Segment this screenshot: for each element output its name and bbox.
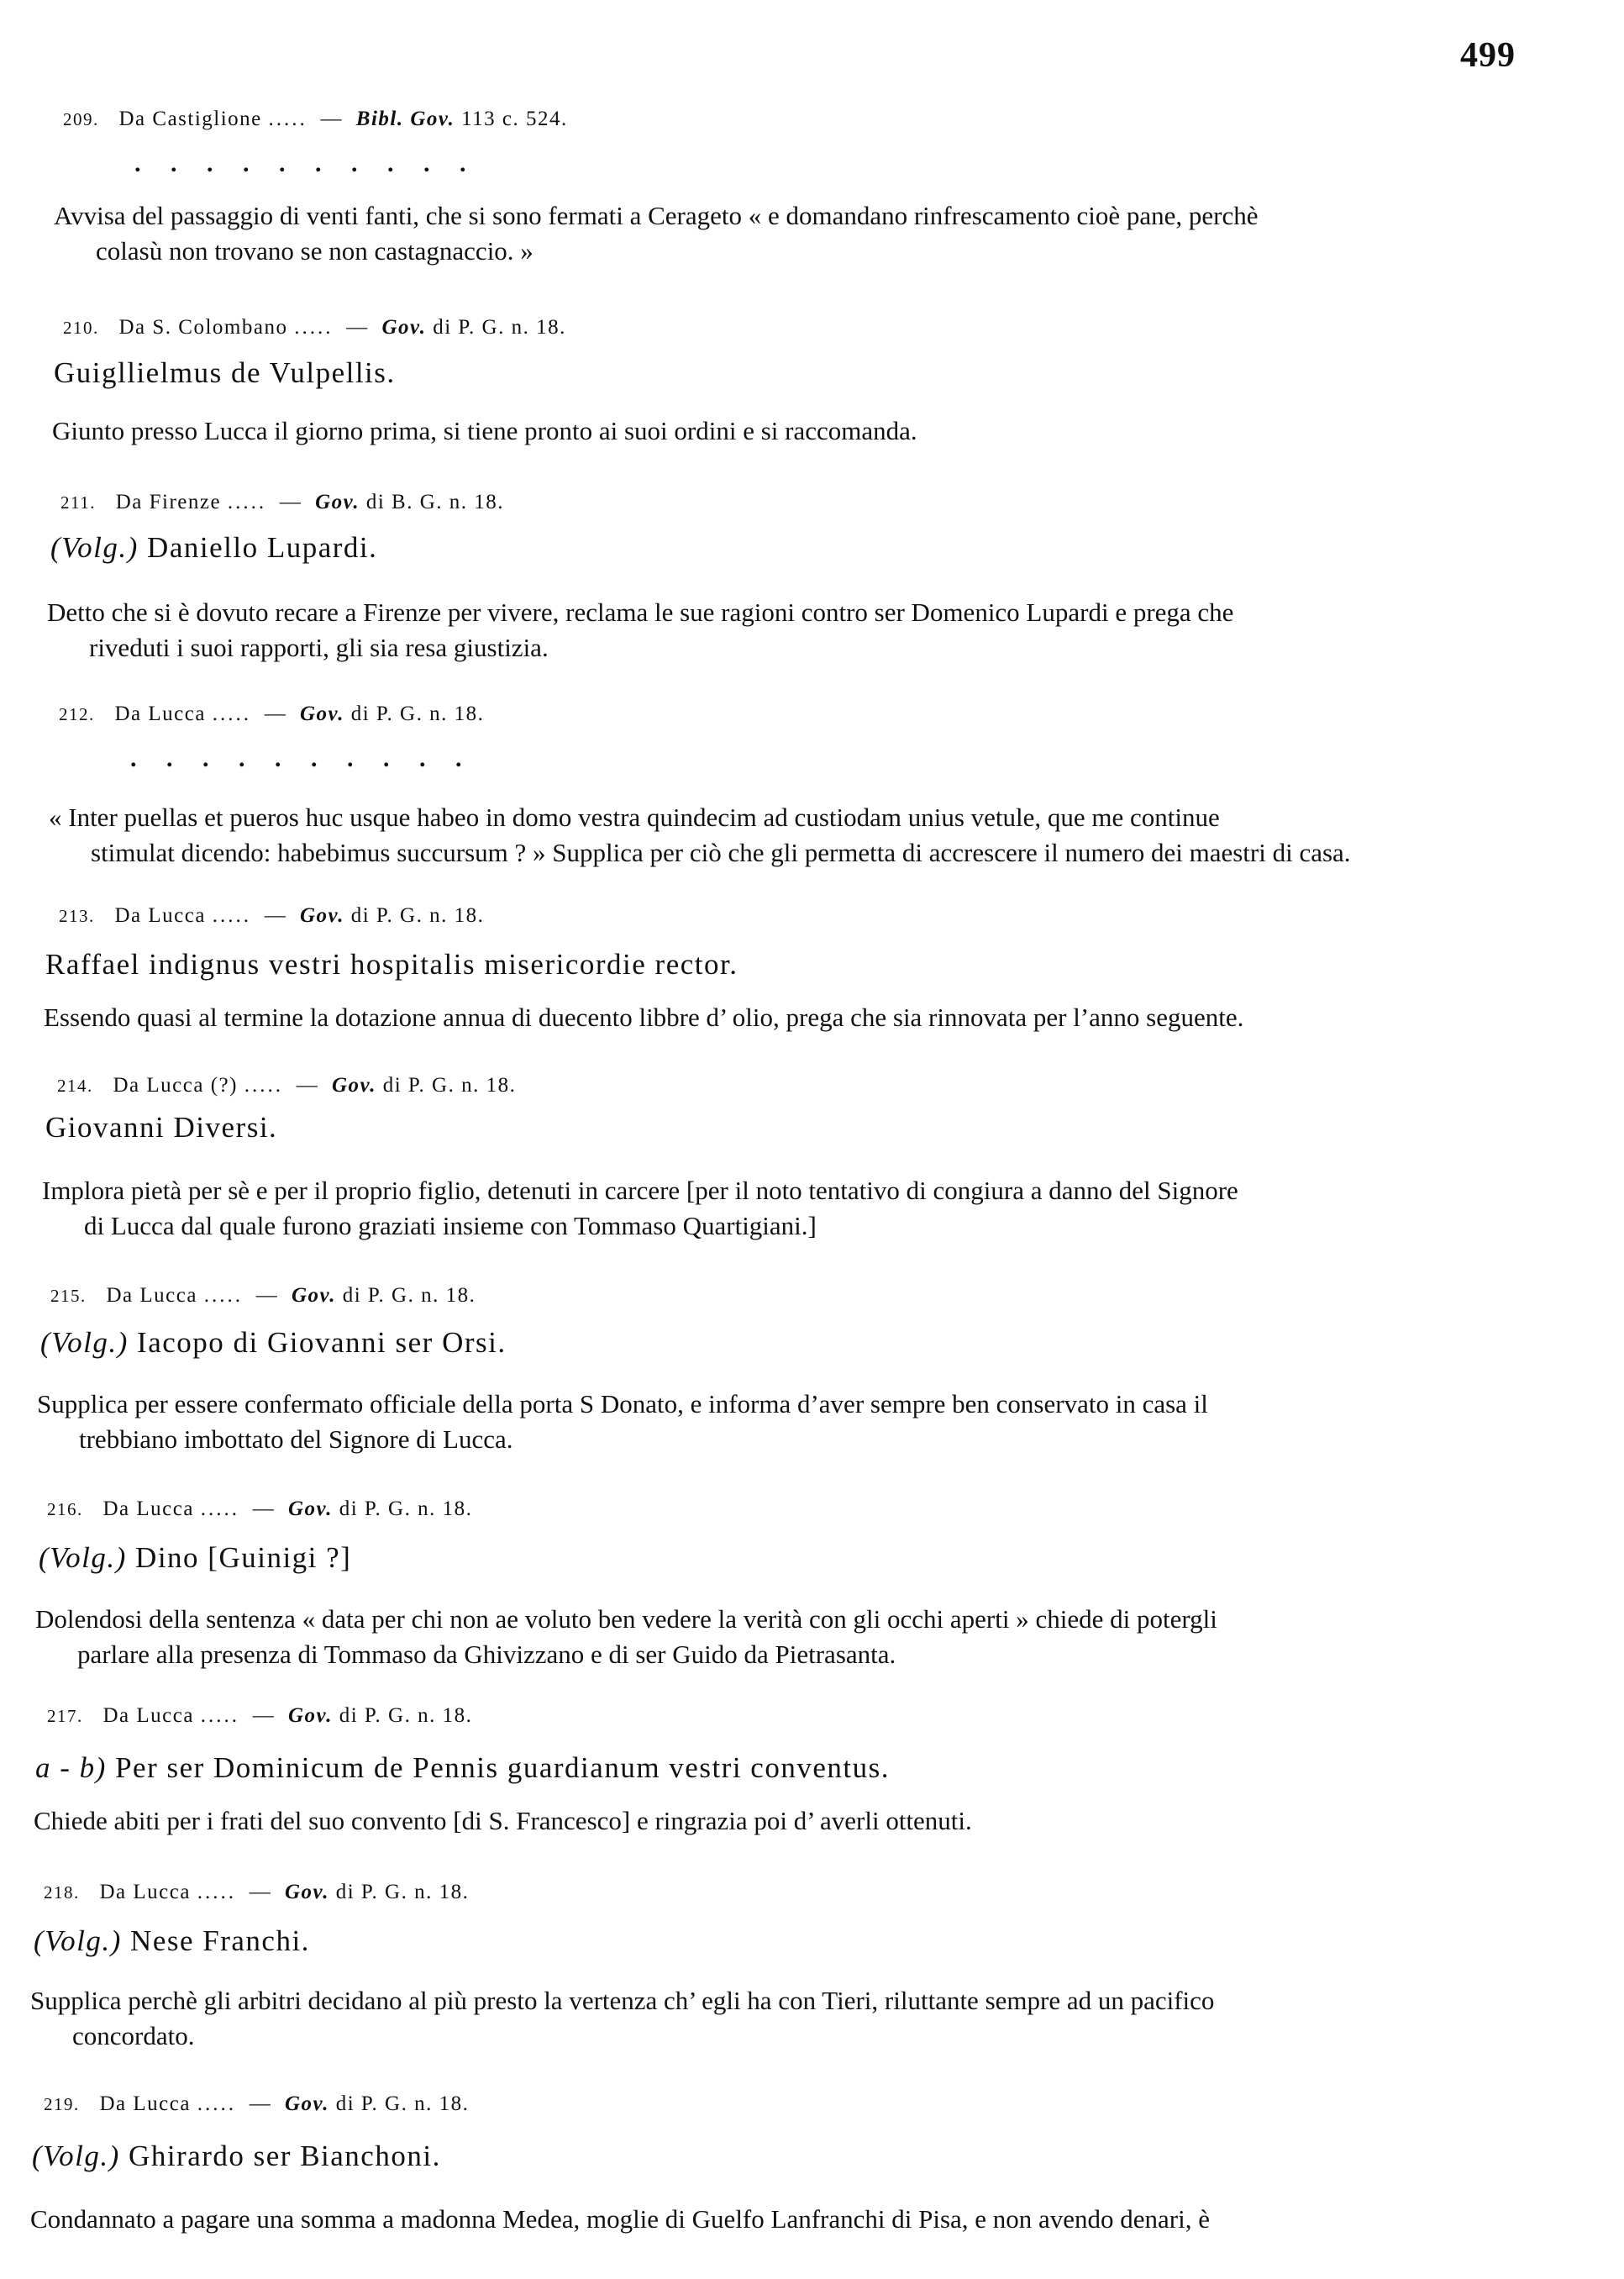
entry-place: Da Lucca [102,1704,194,1727]
entry-heading [34,1924,310,1958]
heading-tag: (Volg.) [34,1924,122,1957]
summary-line-2: di Lucca dal quale furono graziati insieme con Tommaso Quartigiani.] [84,1211,817,1240]
entry-number: 216. [47,1499,83,1519]
heading-text: Raffael indignus vestri hospitalis misericordie rector. [45,948,738,981]
heading-text: Guigllielmus de Vulpellis. [54,356,396,389]
entry-number: 213. [59,906,95,926]
entry-dots: ..... [197,1881,236,1903]
entry-source: Bibl. Gov. [355,108,455,130]
entry-place: Da Firenze [115,491,222,513]
summary-line-2: concordato. [72,2021,195,2050]
entry-dots: ..... [203,1284,243,1307]
omission-dots: . . . . . . . . . . [130,745,474,772]
entry-source: Gov. [315,491,360,513]
entry-number: 218. [44,1882,80,1903]
entry-source: Gov. [381,316,427,339]
entry-source: Gov. [287,1497,333,1520]
entry-place: Da Lucca (?) [113,1074,238,1097]
entry-dots: ..... [200,1704,239,1727]
heading-text: Nese Franchi. [130,1924,310,1957]
entry-source: Gov. [284,2092,329,2115]
entry-number: 215. [50,1286,87,1306]
entry-source-detail: di P. G. n. 18. [339,1704,473,1727]
entry-number: 214. [57,1076,93,1096]
heading-tag: (Volg.) [40,1326,129,1359]
entry-heading [45,1111,277,1145]
entry-reference: 212. Da Lucca ..... — Gov. di P. G. n. 18. [59,703,485,725]
entry-number: 217. [47,1706,83,1726]
summary-line-2: colasù non trovano se non castagnaccio. » [96,236,533,266]
heading-tag: (Volg.) [32,2140,120,2172]
entry-reference: 210. Da S. Colombano ..... — Gov. di P. G. n. 18. [63,316,566,339]
entry-source-detail: di P. G. n. 18. [335,2092,470,2115]
entry-heading [32,2140,441,2173]
heading-tag: (Volg.) [39,1541,127,1574]
entry-number: 211. [60,492,96,513]
entry-reference: 214. Da Lucca (?) ..... — Gov. di P. G. n. 18. [57,1074,517,1097]
entry-source: Gov. [284,1881,329,1903]
entry-summary [30,2202,1576,2237]
entry-number: 209. [63,109,99,129]
entry-heading [50,531,377,565]
summary-line-1: Supplica perchè gli arbitri decidano al più presto la vertenza ch’ egli ha con Tieri, riluttante sempre ad un pacifico [30,1986,1215,2015]
entry-summary [35,1602,1581,1672]
entry-dots: ..... [212,904,251,927]
summary-line-1: Avvisa del passaggio di venti fanti, che si sono fermati a Cerageto « e domandano rinfrescamento cioè pane, perchè [54,201,1259,230]
entry-summary [49,800,1595,871]
entry-place: Da Lucca [102,1497,194,1520]
entry-dots: ..... [244,1074,283,1097]
entry-reference: 213. Da Lucca ..... — Gov. di P. G. n. 18. [59,904,485,927]
summary-line-1: Condannato a pagare una somma a madonna Medea, moglie di Guelfo Lanfranchi di Pisa, e non avendo denari, è [30,2204,1211,2234]
entry-summary [47,595,1593,666]
page-number: 499 [1460,36,1516,75]
heading-text: Per ser Dominicum de Pennis guardianum vestri conventus. [115,1751,890,1784]
summary-line-1: Dolendosi della sentenza « data per chi non ae voluto ben vedere la verità con gli occhi aperti » chiede di potergli [35,1604,1217,1634]
entry-summary [37,1387,1583,1457]
summary-line-1: Supplica per essere confermato officiale della porta S Donato, e informa d’aver sempre ben conservato in casa il [37,1389,1208,1418]
entry-source-detail: di P. G. n. 18. [433,316,566,339]
heading-text: Dino [Guinigi ?] [135,1541,352,1574]
heading-text: Giovanni Diversi. [45,1111,278,1144]
entry-source: Gov. [299,703,344,725]
entry-heading [54,356,396,390]
entry-source-detail: di P. G. n. 18. [350,904,485,927]
heading-text: Daniello Lupardi. [147,531,378,564]
entry-dots: ..... [197,2092,236,2115]
entry-place: Da Lucca [114,904,206,927]
entry-source-detail: di P. G. n. 18. [382,1074,517,1097]
entry-reference: 217. Da Lucca ..... — Gov. di P. G. n. 18. [47,1704,473,1727]
entry-reference: 219. Da Lucca ..... — Gov. di P. G. n. 18. [44,2092,470,2115]
entry-summary [30,1983,1576,2054]
summary-line-1: Giunto presso Lucca il giorno prima, si tiene pronto ai suoi ordini e si raccomanda. [52,416,917,445]
entry-source-detail: di P. G. n. 18. [350,703,485,725]
summary-line-2: trebbiano imbottato del Signore di Lucca. [79,1424,513,1454]
entry-source: Gov. [299,904,344,927]
entry-summary [54,198,1600,269]
summary-line-2: parlare alla presenza di Tommaso da Ghivizzano e di ser Guido da Pietrasanta. [77,1640,896,1669]
entry-place: Da Lucca [99,2092,191,2115]
entry-reference: 209. Da Castiglione ..... — Bibl. Gov. 113 c. 524. [63,108,568,130]
entry-heading [40,1326,507,1360]
omission-dots: . . . . . . . . . . [134,150,478,177]
summary-line-1: Detto che si è dovuto recare a Firenze per vivere, reclama le sue ragioni contro ser Domenico Lupardi e prega che [47,597,1234,627]
entry-number: 219. [44,2094,80,2114]
heading-tag: a - b) [35,1751,107,1784]
entry-reference: 215. Da Lucca ..... — Gov. di P. G. n. 18. [50,1284,476,1307]
entry-heading [45,948,738,982]
entry-place: Da Castiglione [118,108,262,130]
entry-number: 210. [63,318,99,338]
entry-source-detail: di P. G. n. 18. [339,1497,473,1520]
entry-source-detail: di P. G. n. 18. [335,1881,470,1903]
summary-line-2: stimulat dicendo: habebimus succursum ? » Supplica per ciò che gli permetta di accrescere il numero dei maestri di casa. [91,838,1351,867]
entry-reference: 216. Da Lucca ..... — Gov. di P. G. n. 18. [47,1497,473,1520]
entry-source-detail: 113 c. 524. [461,108,568,130]
heading-tag: (Volg.) [50,531,139,564]
entry-place: Da Lucca [99,1881,191,1903]
summary-line-1: Chiede abiti per i frati del suo convento [di S. Francesco] e ringrazia poi d’ averli ottenuti. [34,1806,972,1835]
entry-source-detail: di B. G. n. 18. [365,491,505,513]
entry-source: Gov. [291,1284,336,1307]
summary-line-1: Essendo quasi al termine la dotazione annua di duecento libbre d’ olio, prega che sia rinnovata per l’anno seguente. [44,1003,1244,1032]
entry-heading [35,1751,890,1785]
entry-dots: ..... [268,108,307,130]
entry-reference: 218. Da Lucca ..... — Gov. di P. G. n. 18. [44,1881,470,1903]
entry-dots: ..... [212,703,251,725]
entry-number: 212. [59,704,95,724]
entry-source: Gov. [287,1704,333,1727]
entry-dots: ..... [200,1497,239,1520]
entry-source-detail: di P. G. n. 18. [342,1284,476,1307]
entry-dots: ..... [294,316,334,339]
summary-line-1: Implora pietà per sè e per il proprio figlio, detenuti in carcere [per il noto tentativo di congiura a danno del Signore [42,1176,1238,1205]
entry-heading [39,1541,351,1575]
heading-text: Iacopo di Giovanni ser Orsi. [137,1326,507,1359]
entry-reference: 211. Da Firenze ..... — Gov. di B. G. n. 18. [60,491,505,513]
summary-line-2: riveduti i suoi rapporti, gli sia resa giustizia. [89,633,549,662]
entry-place: Da Lucca [114,703,206,725]
heading-text: Ghirardo ser Bianchoni. [129,2140,441,2172]
entry-place: Da S. Colombano [118,316,288,339]
entry-summary [34,1803,1579,1839]
entry-dots: ..... [227,491,267,513]
entry-summary [42,1173,1588,1244]
entry-summary [44,1000,1590,1035]
summary-line-1: « Inter puellas et pueros huc usque habeo in domo vestra quindecim ad custiodam unius vetule, que me continue [49,803,1220,832]
entry-source: Gov. [331,1074,376,1097]
entry-place: Da Lucca [106,1284,197,1307]
entry-summary [52,413,1598,449]
